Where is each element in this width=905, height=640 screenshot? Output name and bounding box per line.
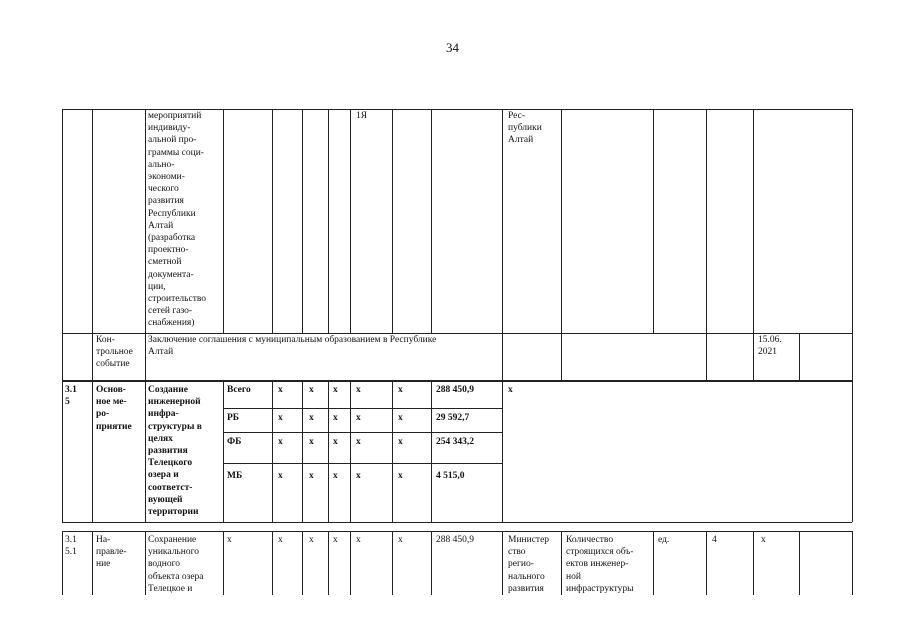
executor: Министер ство регио- нального развития <box>508 535 550 594</box>
cell-x: x <box>356 471 361 481</box>
cell-x: x <box>309 535 314 545</box>
cell-x: x <box>309 437 314 447</box>
executor-fragment: Рес- публики Алтай <box>508 111 542 146</box>
year-fragment: 1Я <box>356 111 368 121</box>
funding-amount: 288 450,9 <box>436 535 474 545</box>
cell-x: x <box>278 437 283 447</box>
funding-source: МБ <box>227 471 243 481</box>
funding-amount: 4 515,0 <box>436 471 465 481</box>
control-event-text: Заключение соглашения с муниципальным образованием в Республике Алтай <box>148 335 437 358</box>
main-measure-name: Создание инженерной инфра- структуры в целях развития Телецкого озера и соответст- вующей территории <box>148 385 202 518</box>
page-number: 34 <box>446 40 459 55</box>
cell-x: x <box>398 535 403 545</box>
control-event-label: Кон- трольное событие <box>96 335 133 370</box>
funding-source: РБ <box>227 413 240 423</box>
unit: ед. <box>658 535 670 545</box>
cell-x: x <box>278 385 283 395</box>
cell-x: x <box>333 471 338 481</box>
main-measure-type: Основ- ное ме- ро- приятие <box>96 385 132 432</box>
cell-x: x <box>398 471 403 481</box>
cell-x: x <box>227 535 232 545</box>
direction-type: На- правле- ние <box>96 535 127 570</box>
cell-x: x <box>356 413 361 423</box>
cell-x: x <box>278 413 283 423</box>
funding-amount: 254 343,2 <box>436 437 474 447</box>
cell-x: x <box>356 385 361 395</box>
control-event-date: 15.06. 2021 <box>758 335 782 358</box>
cell-x: x <box>278 471 283 481</box>
cell-x: x <box>333 437 338 447</box>
cell-x: x <box>356 437 361 447</box>
cell-x: x <box>398 413 403 423</box>
cell-x: x <box>278 535 283 545</box>
cell-x: x <box>398 437 403 447</box>
cell-x: x <box>508 385 513 395</box>
cell-x: x <box>309 471 314 481</box>
cell-x: x <box>761 535 766 545</box>
cell-x: x <box>333 385 338 395</box>
direction-number: 3.1 5.1 <box>65 535 77 558</box>
measure-name-continued: мероприятий индивиду- альной про- граммы соци- ально- экономи- ческого развития Республики Алтай (разработка проектно- сметной документа- ции, строительство сетей газо- снабжения) <box>148 111 207 329</box>
indicator: Количество строящихся объ- ектов инженер- ной инфраструктуры <box>566 535 634 594</box>
funding-source: Всего <box>227 385 251 395</box>
funding-amount: 29 592,7 <box>436 413 470 423</box>
funding-amount: 288 450,9 <box>436 385 474 395</box>
cell-x: x <box>309 385 314 395</box>
cell-x: x <box>356 535 361 545</box>
cell-x: x <box>398 385 403 395</box>
cell-x: x <box>333 413 338 423</box>
cell-x: x <box>309 413 314 423</box>
indicator-value: 4 <box>712 535 717 545</box>
cell-x: x <box>333 535 338 545</box>
direction-name: Сохранение уникального водного объекта озера Телецкое и <box>148 535 204 594</box>
main-measure-number: 3.1 5 <box>65 385 77 408</box>
funding-source: ФБ <box>227 437 242 447</box>
